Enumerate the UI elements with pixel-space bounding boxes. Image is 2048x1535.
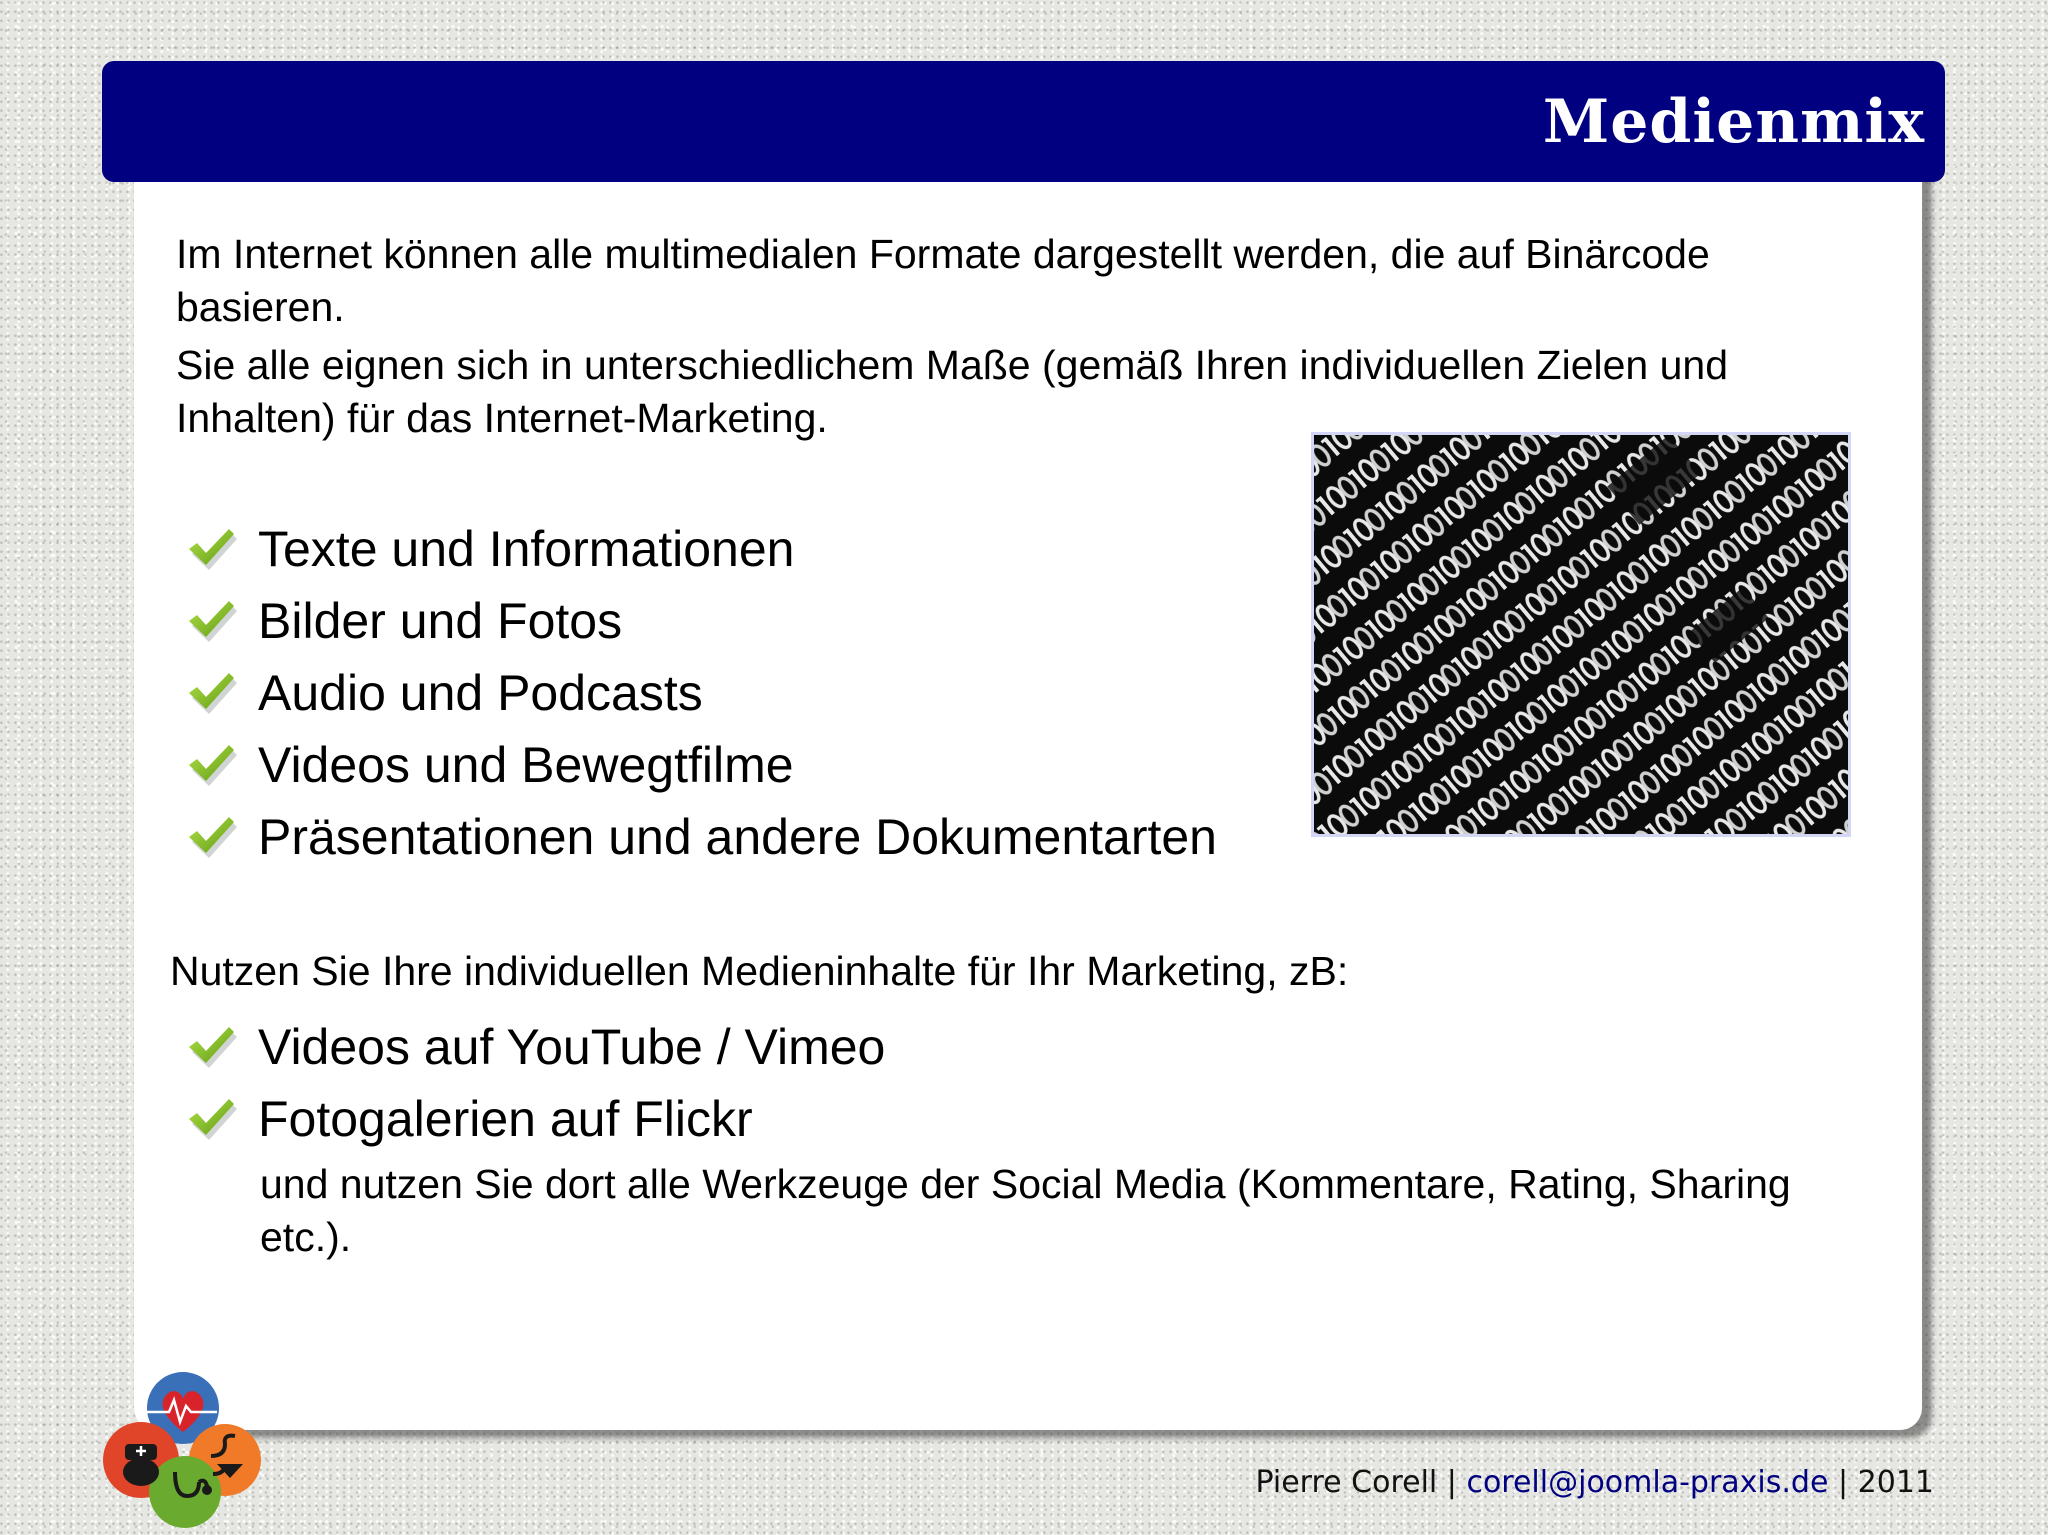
medical-logo — [95, 1360, 275, 1530]
list-item — [186, 729, 1217, 801]
checkmark-icon — [186, 671, 238, 715]
checkmark-icon — [186, 1025, 238, 1069]
footer-year: 2011 — [1857, 1465, 1934, 1500]
list-item — [186, 1011, 885, 1083]
list-item-label: Präsentationen und andere Dokumentarten — [258, 809, 1217, 865]
marketing-list — [186, 1011, 885, 1155]
footer-separator: | — [1837, 1465, 1849, 1500]
list-item — [186, 1083, 885, 1155]
marketing-intro: Nutzen Sie Ihre individuellen Medieninhalte für Ihr Marketing, zB: — [170, 948, 1349, 994]
list-item — [186, 513, 1217, 585]
list-item-label: Audio und Podcasts — [258, 665, 703, 721]
footer-separator: | — [1446, 1465, 1457, 1500]
intro-paragraph-2: Sie alle eignen sich in unterschiedlichem Maße (gemäß Ihren individuellen Zielen und Inhalten) für das Internet-Marketing. — [176, 342, 1729, 441]
binary-code-image — [1311, 432, 1851, 837]
checkmark-icon — [186, 1097, 238, 1141]
intro-paragraph-1: Im Internet können alle multimedialen Formate dargestellt werden, die auf Binärcode basieren. — [176, 231, 1710, 330]
footer-author: Pierre Corell — [1255, 1465, 1438, 1500]
checkmark-icon — [186, 599, 238, 643]
checkmark-icon — [186, 527, 238, 571]
title-bar — [102, 61, 1945, 182]
footer — [1255, 1465, 1934, 1500]
checkmark-icon — [186, 743, 238, 787]
checkmark-icon — [186, 815, 238, 859]
list-item-label: Bilder und Fotos — [258, 593, 623, 649]
list-item — [186, 657, 1217, 729]
list-item — [186, 801, 1217, 873]
list-item-label: Fotogalerien auf Flickr — [258, 1091, 753, 1147]
binary-pattern — [1314, 435, 1848, 834]
formats-list — [186, 513, 1217, 873]
list-item-label: Videos auf YouTube / Vimeo — [258, 1019, 886, 1075]
list-item-label: Videos und Bewegtfilme — [258, 737, 794, 793]
list-item-label: Texte und Informationen — [258, 521, 795, 577]
list-item — [186, 585, 1217, 657]
marketing-outro: und nutzen Sie dort alle Werkzeuge der Social Media (Kommentare, Rating, Sharing etc.). — [260, 1161, 1791, 1260]
footer-email-link[interactable]: corell@joomla-praxis.de — [1466, 1465, 1829, 1500]
slide-title: Medienmix — [1542, 86, 1925, 157]
nurse-icon — [123, 1458, 159, 1486]
